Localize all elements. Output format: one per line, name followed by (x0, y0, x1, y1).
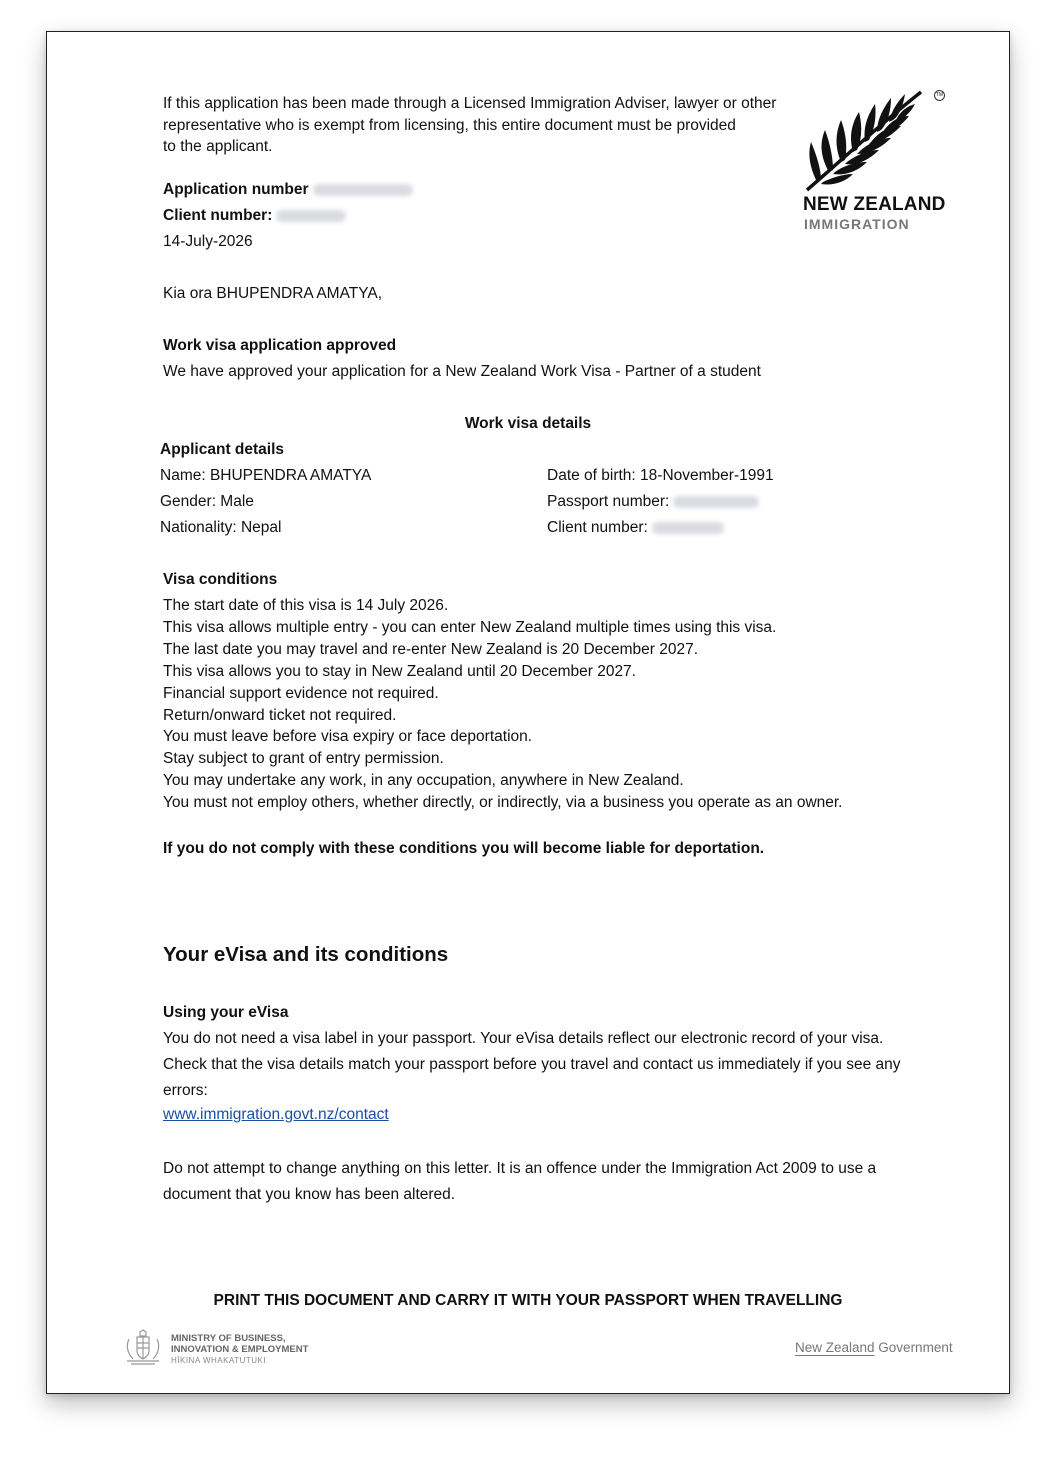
redacted-passport-number (673, 496, 759, 508)
applicant-gender: Gender: Male (160, 493, 254, 510)
approval-text: We have approved your application for a New Zealand Work Visa - Partner of a student (163, 363, 761, 380)
condition-item: Return/onward ticket not required. (163, 706, 397, 724)
mbie-line: MINISTRY OF BUSINESS, (171, 1333, 286, 1344)
visa-conditions-heading: Visa conditions (163, 571, 278, 588)
passport-number-label: Passport number: (547, 493, 670, 510)
letter-date: 14-July-2026 (163, 233, 253, 250)
trademark-icon: TM (934, 90, 945, 101)
nz-immigration-logo (803, 90, 953, 240)
approval-heading: Work visa application approved (163, 337, 397, 354)
condition-item: Stay subject to grant of entry permission. (163, 750, 444, 768)
condition-item: You may undertake any work, in any occupation, anywhere in New Zealand. (163, 772, 684, 790)
nz-government-nz: New Zealand (795, 1340, 875, 1355)
silver-fern-icon (803, 90, 933, 194)
condition-item: You must leave before visa expiry or face deportation. (163, 728, 533, 746)
visa-letter-page (46, 31, 1010, 1394)
evisa-heading: Your eVisa and its conditions (163, 943, 449, 966)
redacted-details-client-number (652, 522, 724, 534)
condition-item: Financial support evidence not required. (163, 684, 439, 702)
client-number-label: Client number: (163, 207, 273, 224)
passport-number-row (547, 491, 759, 513)
applicant-nationality: Nationality: Nepal (160, 519, 282, 536)
greeting: Kia ora BHUPENDRA AMATYA, (163, 285, 383, 302)
deportation-warning: If you do not comply with these conditions you will become liable for deportation. (163, 840, 765, 857)
intro-line: representative who is exempt from licensing, this entire document must be provided (163, 116, 736, 134)
redacted-client-number (276, 210, 346, 222)
using-evisa-heading: Using your eVisa (163, 1004, 289, 1021)
redacted-application-number (313, 184, 413, 196)
details-client-number-label: Client number: (547, 519, 648, 536)
application-number-label: Application number (163, 181, 309, 198)
applicant-details-heading: Applicant details (160, 441, 285, 458)
coat-of-arms-icon (123, 1329, 163, 1367)
client-number-row (163, 205, 346, 227)
applicant-dob: Date of birth: 18-November-1991 (547, 467, 774, 484)
logo-immigration: IMMIGRATION (804, 216, 910, 232)
print-notice: PRINT THIS DOCUMENT AND CARRY IT WITH YOUR PASSPORT WHEN TRAVELLING (213, 1292, 843, 1309)
intro-paragraph (163, 93, 823, 158)
visa-conditions-list (163, 595, 843, 814)
nz-government-word: Government (874, 1340, 953, 1355)
mbie-line: INNOVATION & EMPLOYMENT (171, 1344, 309, 1355)
condition-item: The start date of this visa is 14 July 2026. (163, 597, 449, 614)
offence-text: Do not attempt to change anything on this letter. It is an offence under the Immigration Act 2009 to use a document that you know has been altered. (163, 1160, 877, 1203)
nz-government-logo (795, 1340, 953, 1355)
intro-line: If this application has been made through a Licensed Immigration Adviser, lawyer or other (163, 95, 777, 112)
contact-link[interactable]: www.immigration.govt.nz/contact (163, 1106, 389, 1123)
evisa-text: You do not need a visa label in your passport. Your eVisa details reflect our electronic record of your visa. Check that the visa details match your passport before you travel and contact us immediately if you see any errors: (163, 1030, 901, 1099)
application-number-row (163, 179, 413, 201)
mbie-logo (123, 1329, 343, 1369)
logo-new-zealand: NEW ZEALAND (803, 194, 946, 215)
applicant-name: Name: BHUPENDRA AMATYA (160, 467, 372, 484)
condition-item: This visa allows multiple entry - you can enter New Zealand multiple times using this visa. (163, 618, 777, 636)
details-client-number-row (547, 517, 724, 539)
work-visa-details-title: Work visa details (464, 415, 592, 432)
condition-item: This visa allows you to stay in New Zealand until 20 December 2027. (163, 662, 636, 680)
mbie-text (171, 1333, 308, 1366)
condition-item: You must not employ others, whether directly, or indirectly, via a business you operate as an owner. (163, 794, 843, 812)
intro-line: to the applicant. (163, 138, 273, 155)
condition-item: The last date you may travel and re-enter New Zealand is 20 December 2027. (163, 640, 699, 658)
mbie-maori-name: HĪKINA WHAKATUTUKI (171, 1356, 267, 1365)
